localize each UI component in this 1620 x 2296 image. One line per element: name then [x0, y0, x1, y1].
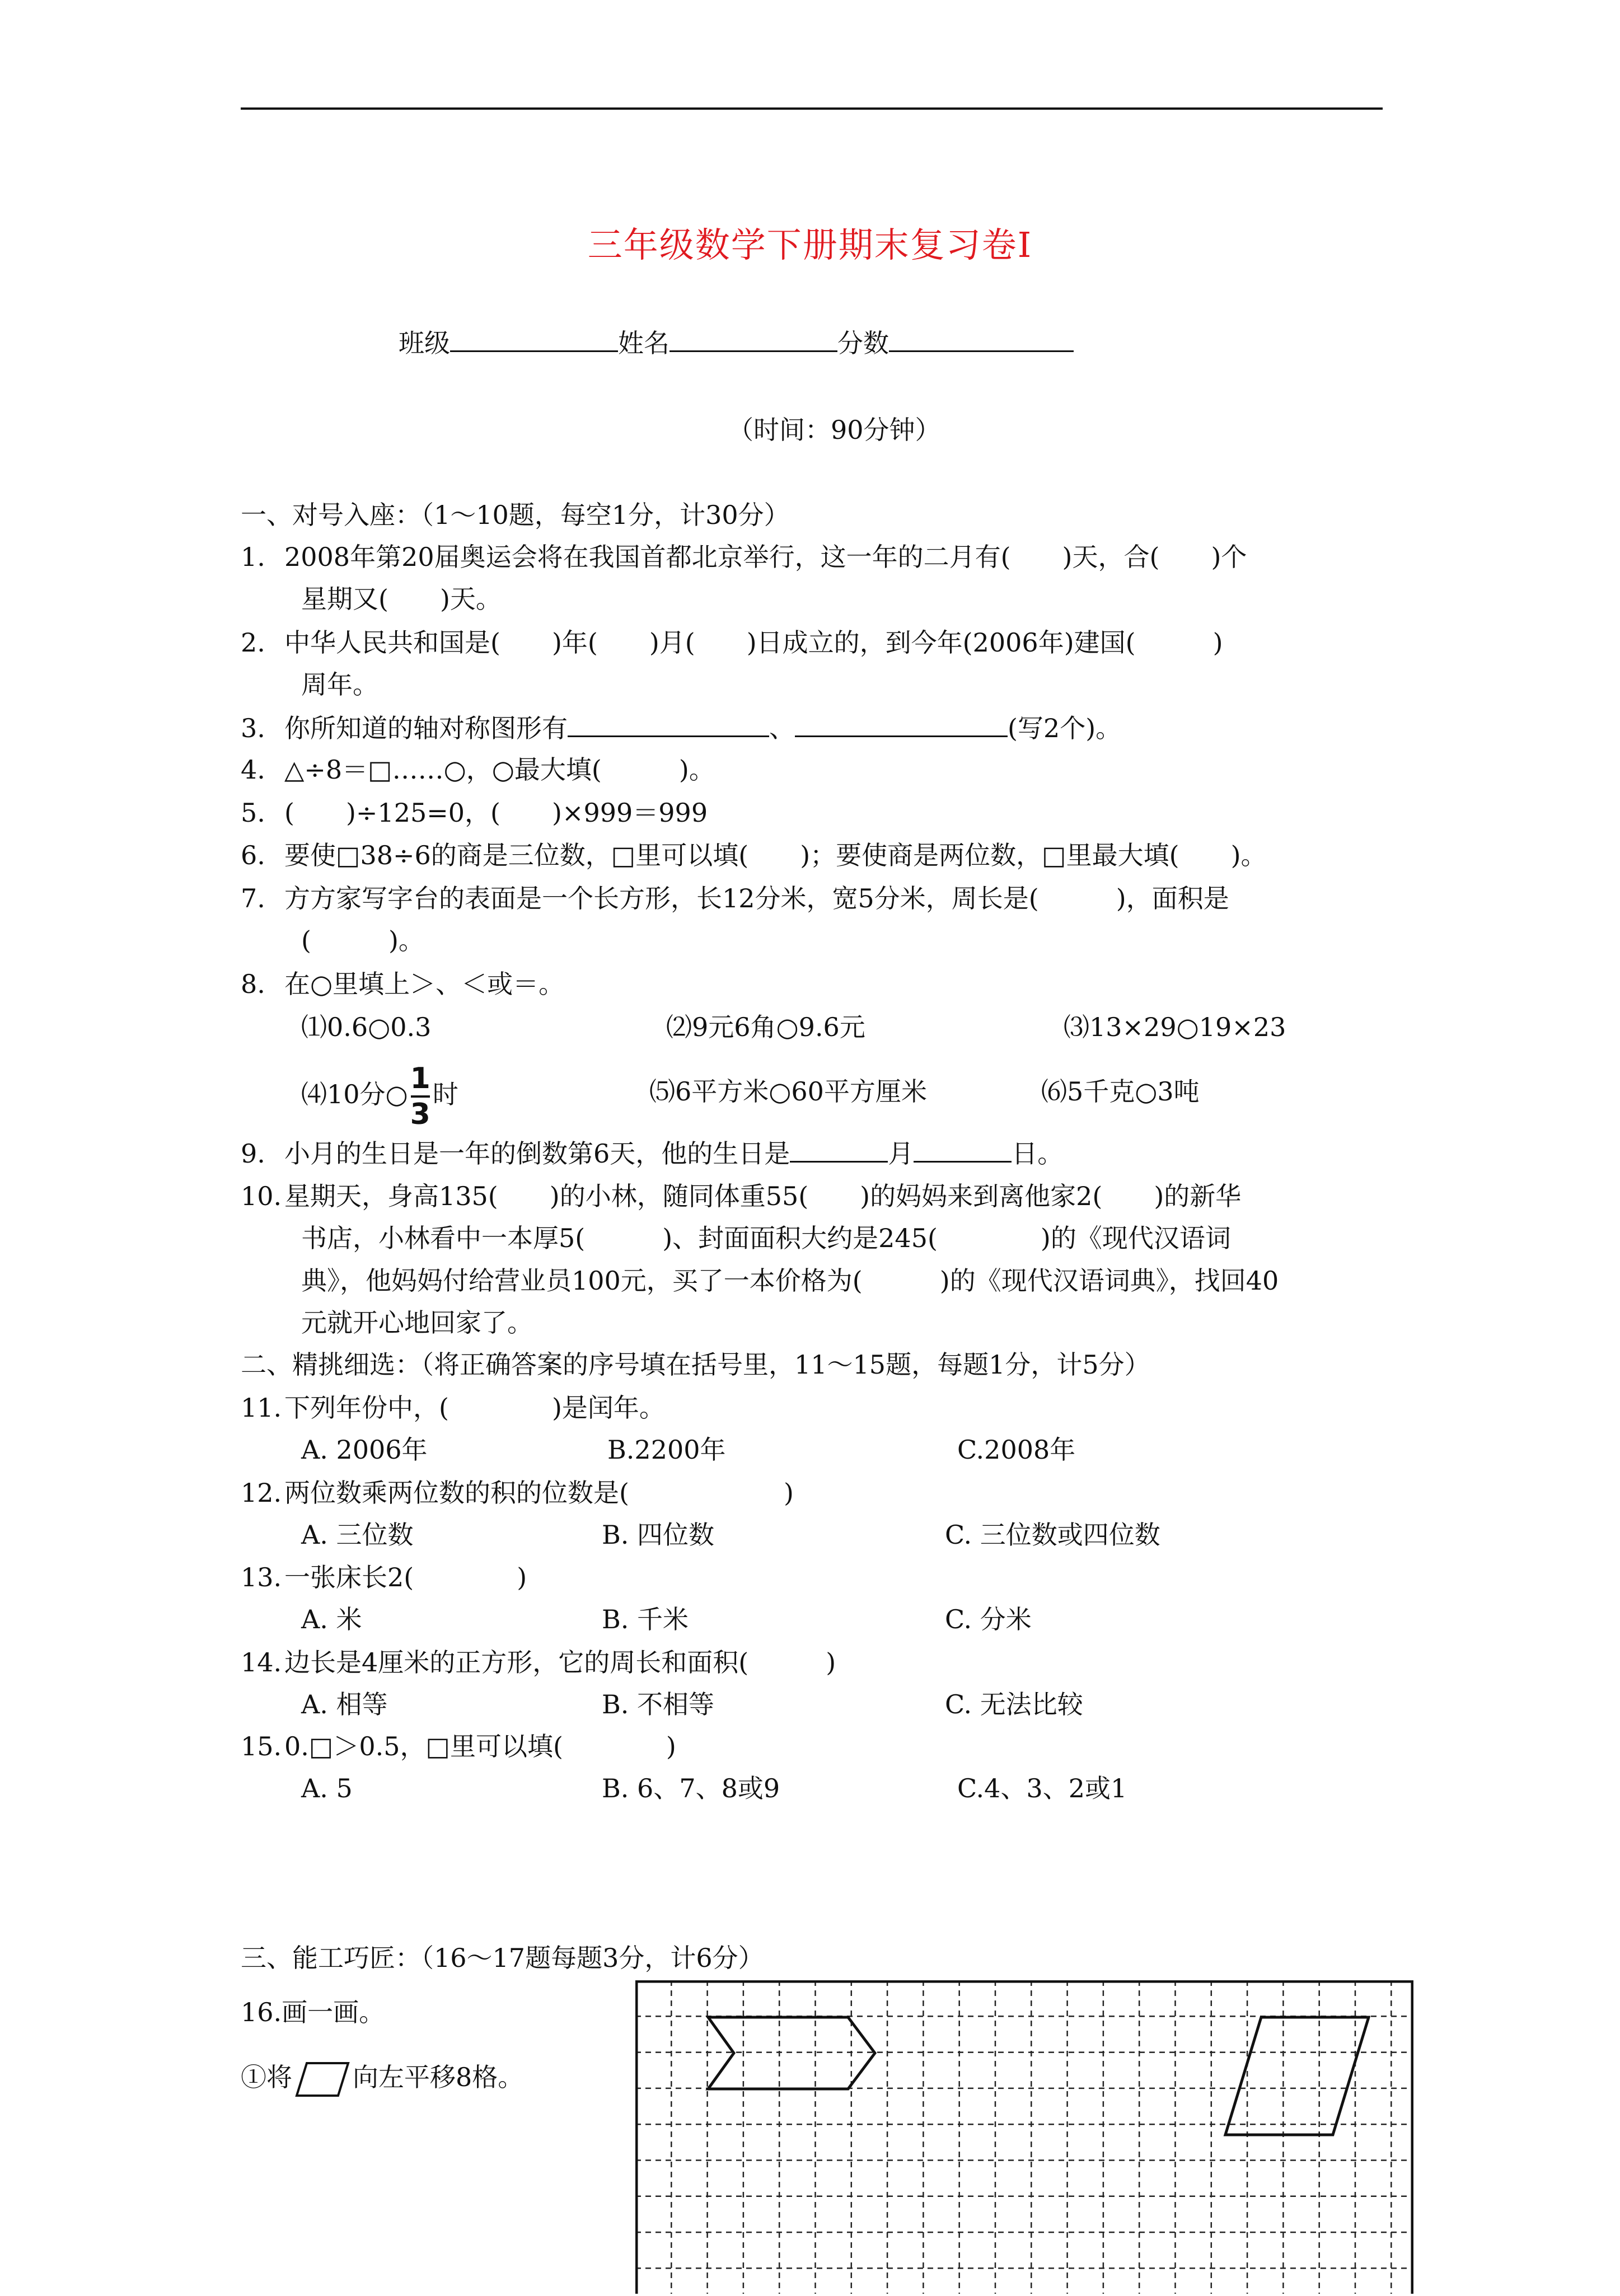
option-a: A. 三位数: [301, 1520, 414, 1550]
question-2: 2. 中华人民共和国是( )年( )月( )日成立的，到今年(2006年)建国( ): [241, 627, 1223, 658]
class-label: 班级: [399, 328, 450, 358]
question-10-cont: 元就开心地回家了。: [301, 1308, 533, 1338]
question-2-cont: 周年。: [301, 669, 378, 700]
question-10-cont: 书店，小林看中一本厚5( )、封面面积大约是245( )的《现代汉语词: [301, 1223, 1231, 1253]
compare-item-1: ⑴0.6○0.3: [301, 1012, 432, 1042]
option-a: A. 米: [301, 1604, 362, 1634]
question-3: 3. 你所知道的轴对称图形有 、 (写2个)。: [241, 711, 1121, 745]
answer-blank[interactable]: [914, 1136, 1012, 1163]
grid-canvas[interactable]: [635, 1980, 1413, 2294]
option-c: C.2008年: [957, 1435, 1076, 1465]
compare-item-2: ⑵9元6角○9.6元: [666, 1012, 865, 1042]
question-15: 15. 0.□＞0.5，□里可以填( ): [241, 1731, 676, 1761]
question-1: 1. 2008年第20届奥运会将在我国首都北京举行，这一年的二月有( )天，合( )个: [241, 542, 1247, 572]
class-field[interactable]: [450, 326, 618, 352]
arrow-shape: [708, 2017, 875, 2089]
fraction: $\frac{1}{3}$: [410, 1062, 430, 1131]
option-b: B. 6、7、8或9: [602, 1773, 780, 1803]
question-7-cont: ( )。: [301, 925, 424, 955]
parallelogram-icon: [294, 2060, 350, 2099]
option-c: C.4、3、2或1: [957, 1773, 1127, 1803]
option-b: B. 不相等: [602, 1689, 715, 1719]
question-12: 12. 两位数乘两位数的积的位数是( ): [241, 1478, 794, 1508]
question-10-cont: 典》，他妈妈付给营业员100元，买了一本价格为( )的《现代汉语词典》，找回40: [301, 1266, 1279, 1296]
question-8: 8. 在○里填上＞、＜或＝。: [241, 969, 565, 999]
info-line: [399, 326, 1074, 360]
question-1-cont: 星期又( )天。: [301, 584, 502, 614]
question-14: 14. 边长是4厘米的正方形，它的周长和面积( ): [241, 1647, 836, 1678]
page-title: 三年级数学下册期末复习卷Ⅰ: [587, 224, 1033, 265]
question-9: 9. 小月的生日是一年的倒数第6天，他的生日是 月 日。: [241, 1136, 1063, 1170]
option-c: C. 三位数或四位数: [945, 1520, 1160, 1550]
question-4: 4. △÷8＝□……○，○最大填( )。: [241, 755, 715, 785]
question-6: 6. 要使□38÷6的商是三位数，□里可以填( )；要使商是两位数，□里最大填( )。: [241, 840, 1267, 870]
question-16-task: ①将 向左平移8格。: [241, 2060, 523, 2099]
question-10: 10. 星期天，身高135( )的小林，随同体重55( )的妈妈来到离他家2( )的新华: [241, 1181, 1242, 1211]
compare-item-4: ⑷10分○ $\frac{1}{3}$ 时: [301, 1062, 458, 1131]
option-a: A. 5: [301, 1773, 353, 1803]
score-label: 分数: [837, 328, 889, 358]
option-a: A. 相等: [301, 1689, 388, 1719]
name-label: 姓名: [618, 328, 669, 358]
question-11: 11. 下列年份中，( )是闰年。: [241, 1393, 665, 1423]
header-rule: [241, 107, 1383, 110]
compare-item-5: ⑸6平方米○60平方厘米: [649, 1076, 927, 1107]
question-13: 13. 一张床长2( ): [241, 1562, 527, 1592]
option-a: A. 2006年: [301, 1435, 428, 1465]
answer-blank[interactable]: [568, 711, 769, 737]
compare-item-6: ⑹5千克○3吨: [1041, 1076, 1200, 1107]
option-c: C. 无法比较: [945, 1689, 1083, 1719]
section-2-heading: 二、精挑细选：（将正确答案的序号填在括号里，11～15题，每题1分，计5分）: [241, 1350, 1150, 1380]
option-b: B. 千米: [602, 1604, 689, 1634]
option-c: C. 分米: [945, 1604, 1032, 1634]
score-field[interactable]: [889, 326, 1074, 352]
answer-blank[interactable]: [790, 1136, 888, 1163]
question-5: 5. ( )÷125=0，( )×999＝999: [241, 798, 708, 828]
question-7: 7. 方方家写字台的表面是一个长方形，长12分米，宽5分米，周长是( )，面积是: [241, 883, 1229, 913]
option-b: B.2200年: [607, 1435, 726, 1465]
section-3-heading: 三、能工巧匠：（16～17题每题3分，计6分）: [241, 1943, 764, 1973]
answer-blank[interactable]: [795, 711, 1008, 737]
name-field[interactable]: [669, 326, 837, 352]
question-16: 16.画一画。: [241, 1997, 385, 2027]
section-1-heading: 一、对号入座：（1～10题，每空1分，计30分）: [241, 500, 790, 530]
option-b: B. 四位数: [602, 1520, 715, 1550]
compare-item-3: ⑶13×29○19×23: [1064, 1012, 1286, 1042]
drawing-grid[interactable]: [635, 1980, 1413, 2294]
time-note: （时间：90分钟）: [728, 415, 941, 445]
